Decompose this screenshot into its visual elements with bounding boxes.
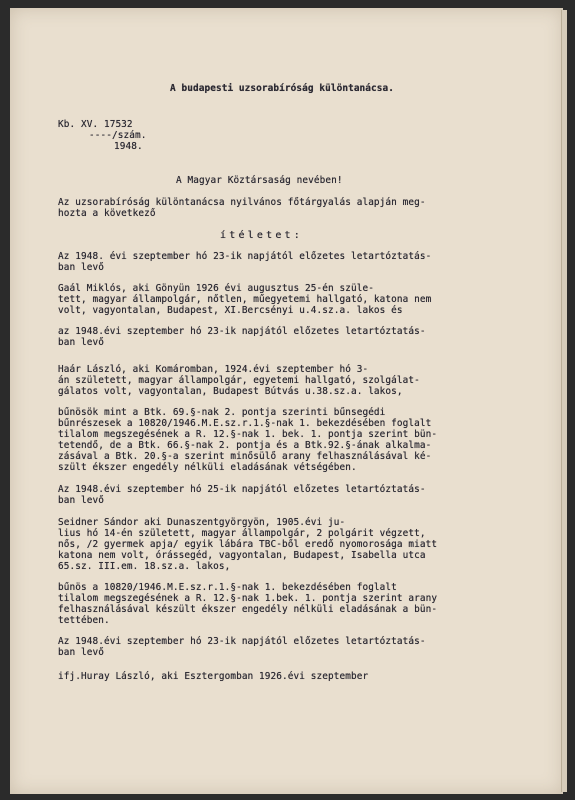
paragraph-line: bűnrészesek a 10820/1946.M.E.sz.r.1.§-nak 1. bekezdésében foglalt xyxy=(58,418,432,429)
paragraph-line: án született, magyar állampolgár, egyetemi hallgató, szolgálat- xyxy=(58,375,420,386)
paragraph-line: lius hó 14-én született, magyar állampolgár, 2 polgárit végzett, xyxy=(58,528,426,539)
case-year: 1948. xyxy=(114,141,143,152)
court-heading: A budapesti uzsorabíróság különtanácsa. xyxy=(170,83,395,94)
paragraph-line: 65.sz. III.em. 18.sz.a. lakos, xyxy=(58,561,231,572)
paragraph-line: szült ékszer engedély nélküli eladásának vétségében. xyxy=(58,462,357,473)
paragraph-line: ifj.Huray László, aki Esztergomban 1926.évi szeptember xyxy=(58,671,369,682)
paragraph-line: Gaál Miklós, aki Gönyün 1926 évi augusztus 25-én szüle- xyxy=(58,283,374,294)
paragraph-line: tettében. xyxy=(58,615,110,626)
paragraph-line: katona nem volt, órássegéd, vagyontalan, Budapest, Isabella utca xyxy=(58,550,426,561)
paragraph-line: Haár László, aki Komáromban, 1924.évi szeptember hó 3- xyxy=(58,364,369,375)
paragraph-line: nős, /2 gyermek apja/ egyik lábára TBC-ből eredő nyomorosága miatt xyxy=(58,539,438,550)
in-the-name-heading: A Magyar Köztársaság nevében! xyxy=(176,175,343,186)
paragraph-line: bűnösök mint a Btk. 69.§-nak 2. pontja szerinti bűnsegédi xyxy=(58,407,386,418)
paragraph-line: tilalom megszegésének a R. 12.§-nak 1.bek. 1. pontja szerint arany xyxy=(58,593,438,604)
case-number-suffix: ----/szám. xyxy=(89,130,147,141)
paragraph-line: ban levő xyxy=(58,337,104,348)
paragraph-line: Az 1948. évi szeptember hó 23-ik napjától előzetes letartóztatás- xyxy=(58,251,432,262)
paragraph-line: Seidner Sándor aki Dunaszentgyörgyön, 1905.évi ju- xyxy=(58,517,346,528)
paragraph-line: tetendő, de a Btk. 66.§-nak 2. pontja és a Btk.92.§-ának alkalma- xyxy=(58,440,432,451)
paragraph-line: tett, magyar állampolgár, nőtlen, műegyetemi hallgató, katona nem xyxy=(58,294,432,305)
intro-line: Az uzsorabíróság különtanácsa nyilvános főtárgyalás alapján meg- xyxy=(58,197,426,208)
paragraph-line: Az 1948.évi szeptember hó 23-ik napjától előzetes letartóztatás- xyxy=(58,636,426,647)
paragraph-line: gálatos volt, vagyontalan, Budapest Bútvás u.38.sz.a. lakos, xyxy=(58,386,403,397)
verdict-heading: ítéletet: xyxy=(220,230,303,241)
paragraph-line: felhasználásával készült ékszer engedély nélküli eladásának a bün- xyxy=(58,604,438,615)
paragraph-line: ban levő xyxy=(58,495,104,506)
paragraph-line: zásával a Btk. 20.§-a szerint minősülő arany felhasználásával ké- xyxy=(58,451,432,462)
paragraph-line: ban levő xyxy=(58,262,104,273)
case-number: Kb. XV. 17532 xyxy=(58,119,133,130)
paragraph-line: bűnös a 10820/1946.M.E.sz.r.1.§-nak 1. bekezdésében foglalt xyxy=(58,582,397,593)
page-edge xyxy=(561,10,567,792)
paragraph-line: tilalom megszegésének a R. 12.§-nak 1. bek. 1. pontja szerint bün- xyxy=(58,429,438,440)
paragraph-line: az 1948.évi szeptember hó 23-ik napjától előzetes letartóztatás- xyxy=(58,326,426,337)
paragraph-line: volt, vagyontalan, Budapest, XI.Bercsényi u.4.sz.a. lakos és xyxy=(58,305,403,316)
intro-line: hozta a következő xyxy=(58,208,156,219)
paragraph-line: Az 1948.évi szeptember hó 25-ik napjától előzetes letartóztatás- xyxy=(58,484,426,495)
paragraph-line: ban levő xyxy=(58,647,104,658)
